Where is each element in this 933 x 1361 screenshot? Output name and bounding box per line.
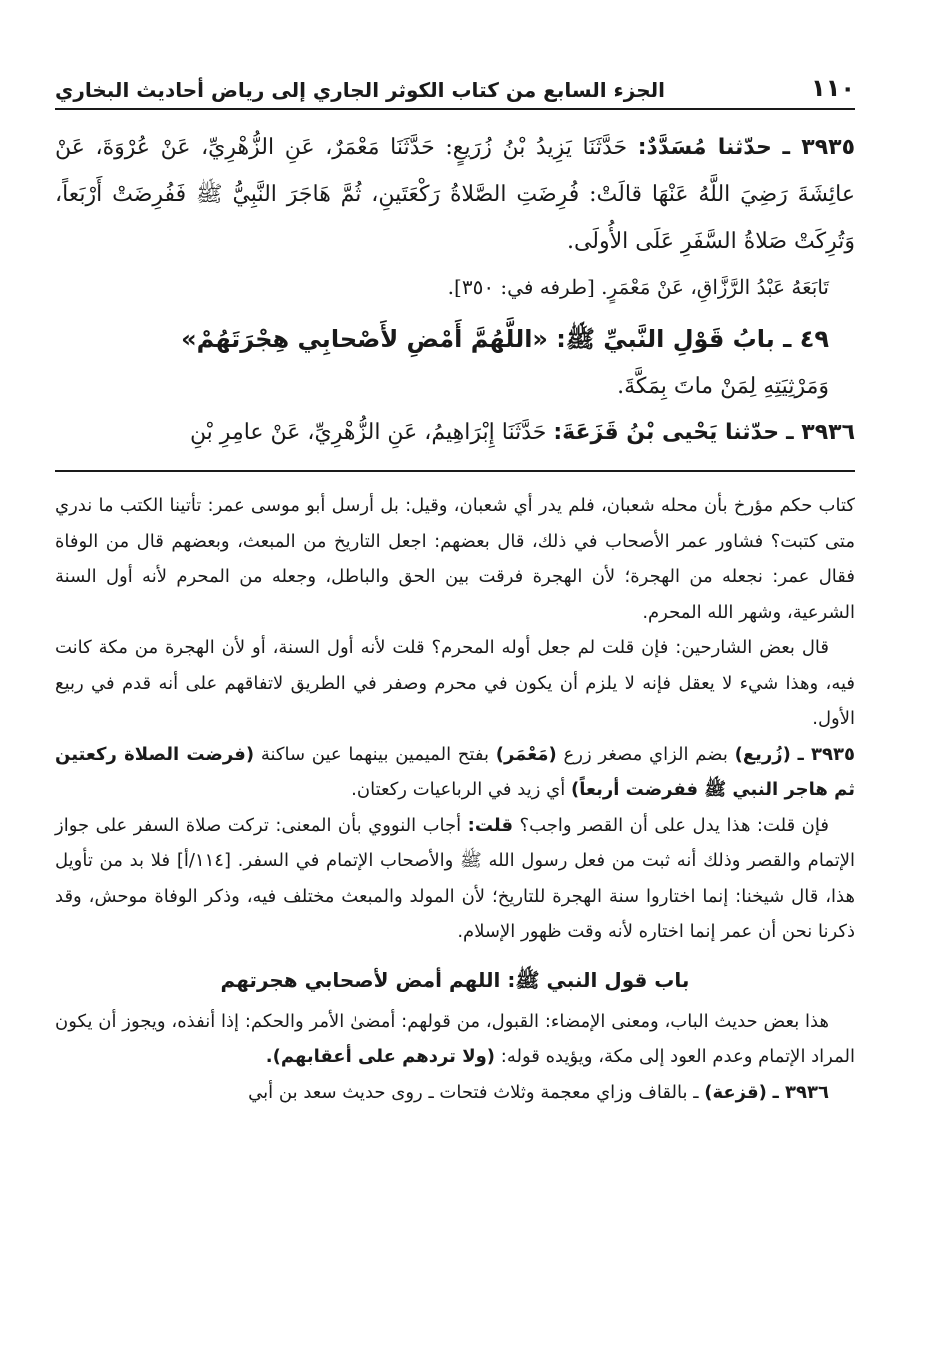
hadith-number: ٣٩٣٦ ـ xyxy=(786,420,855,445)
commentary-paragraph: كتاب حكم مؤرخ بأن محله شعبان، فلم يدر أي شعبان، وقيل: بل أرسل أبو موسى عمر: تأتينا الكتب ما ندري متى كتبت؟ فشاور عمر الأصحاب في ذلك، قال بعضهم: اجعل التاريخ من المبعث، وبعضهم قال من الوفاة فقال عمر: نجعله من الهجرة؛ لأن الهجرة فرقت بين الحق والباطل، وجعله من المحرم لأنه أول السنة الشرعية، وشهر الله المحرم. xyxy=(55,495,855,623)
hadith-3935-tabaahu: تَابَعَهُ عَبْدُ الرَّزَّاقِ، عَنْ مَعْمَرٍ. [طرفه في: ٣٥٠]. xyxy=(447,275,829,299)
commentary-term: قلت: xyxy=(467,814,514,836)
commentary-text: أجاب النووي بأن المعنى: تركت صلاة السفر على جواز الإتمام والقصر وذلك أنه ثبت من فعل رسول الله ﷺ والأصحاب الإتمام في السفر. [١١٤/أ] فلا بد من تأويل هذا، قال شيخنا: إنما اختاروا سنة الهجرة للتاريخ؛ لأن المولد والمبعث مختلف فيه، وذكر الوفاة موحش، وقد ذكرنا نحن أن عمر إنما اختاره لأنه وقت ظهور الإسلام. xyxy=(55,814,855,942)
commentary-text: أي زيد في الرباعيات ركعتان. xyxy=(351,779,566,800)
commentary-paragraph-3935 xyxy=(55,737,855,808)
section-divider xyxy=(55,470,855,472)
hadith-narrator: حدّثنا مُسَدَّدٌ: xyxy=(637,135,772,160)
book-page xyxy=(55,60,855,1110)
bab-49-title: ٤٩ ـ بابُ قَوْلِ النَّبيِّ ﷺ: «اللَّهُمَّ أَمْضِ لأَصْحابِي هِجْرَتَهُمْ» xyxy=(181,325,829,353)
hadith-number: ٣٩٣٥ ـ xyxy=(782,135,855,160)
commentary-bab-title: باب قول النبي ﷺ: اللهم أمض لأصحابي هجرتهم xyxy=(220,967,690,992)
bab-49-subtitle: وَمَرْثِيَتِهِ لِمَنْ ماتَ بِمَكَّةَ. xyxy=(617,374,829,399)
commentary-text: ـ بالقاف وزاي معجمة وثلاث فتحات ـ روى حديث سعد بن أبي xyxy=(248,1081,699,1103)
commentary-text: بفتح الميمين بينهما عين ساكنة xyxy=(260,743,489,765)
hadith-text: حَدَّثَنَا إِبْرَاهِيمُ، عَنِ الزُّهْرِيِّ، عَنْ عامِرِ بْنِ xyxy=(189,420,547,445)
commentary-paragraph xyxy=(55,1004,855,1075)
commentary-term: (فرضت الصلاة ركعتين ثم هاجر النبي ﷺ ففرضت أربعاً) xyxy=(55,743,855,800)
commentary-term: (زُريع) xyxy=(734,743,791,765)
commentary-paragraph-3936 xyxy=(55,1075,855,1111)
hadith-3936 xyxy=(55,409,855,456)
commentary-term: (مَعْمَر) xyxy=(495,743,557,765)
commentary-paragraph: قال بعض الشارحين: فإن قلت لم جعل أوله المحرم؟ قلت لأنه أول السنة، أو لأن الهجرة من مكة كانت فيه، وهذا شيء لا يعقل فإنه لا يلزم أن يكون في محرم وصفر في الطريق لاتفاقهم على أنه قدم في ربيع الأول. xyxy=(55,637,855,729)
page-header xyxy=(55,60,855,110)
page-number: ١١٠ xyxy=(811,74,855,102)
commentary-text: هذا بعض حديث الباب، ومعنى الإمضاء: القبول، من قولهم: أمضىٰ الأمر والحكم: إذا أنفذه، ويجوز أن يكون المراد الإتمام وعدم العود إلى مكة، ويؤيده قوله: xyxy=(55,1010,855,1067)
commentary-number: ٣٩٣٦ ـ xyxy=(772,1081,829,1103)
commentary-paragraph xyxy=(55,808,855,950)
commentary-quote: (ولا تردهم على أعقابهم). xyxy=(265,1046,496,1067)
commentary-number: ٣٩٣٥ ـ xyxy=(797,743,855,765)
hadith-text: حَدَّثَنَا يَزِيدُ بْنُ زُرَيعٍ: حَدَّثَنَا مَعْمَرٌ، عَنِ الزُّهْرِيِّ، عَنْ عُرْوَةَ، عَنْ عائِشَةَ رَضِيَ اللَّهُ عَنْهَا قالَتْ: فُرِضَتِ الصَّلاةُ رَكْعَتَينِ، ثُمَّ هَاجَرَ النَّبِيُّ ﷺ فَفُرِضَتْ أَرْبَعاً، وَتُرِكَتْ صَلاةُ السَّفَرِ عَلَى الأُولَى. xyxy=(55,135,855,254)
hadith-3935 xyxy=(55,124,855,265)
commentary-text: بضم الزاي مصغر زرع xyxy=(563,743,728,765)
commentary-term: (قزعة) xyxy=(704,1081,767,1103)
commentary-text: فإن قلت: هذا يدل على أن القصر واجب؟ xyxy=(519,814,829,836)
running-title: الجزء السابع من كتاب الكوثر الجاري إلى رياض أحاديث البخاري xyxy=(55,78,665,102)
hadith-narrator: حدّثنا يَحْيى بْنُ قَزَعَةَ: xyxy=(553,420,780,445)
